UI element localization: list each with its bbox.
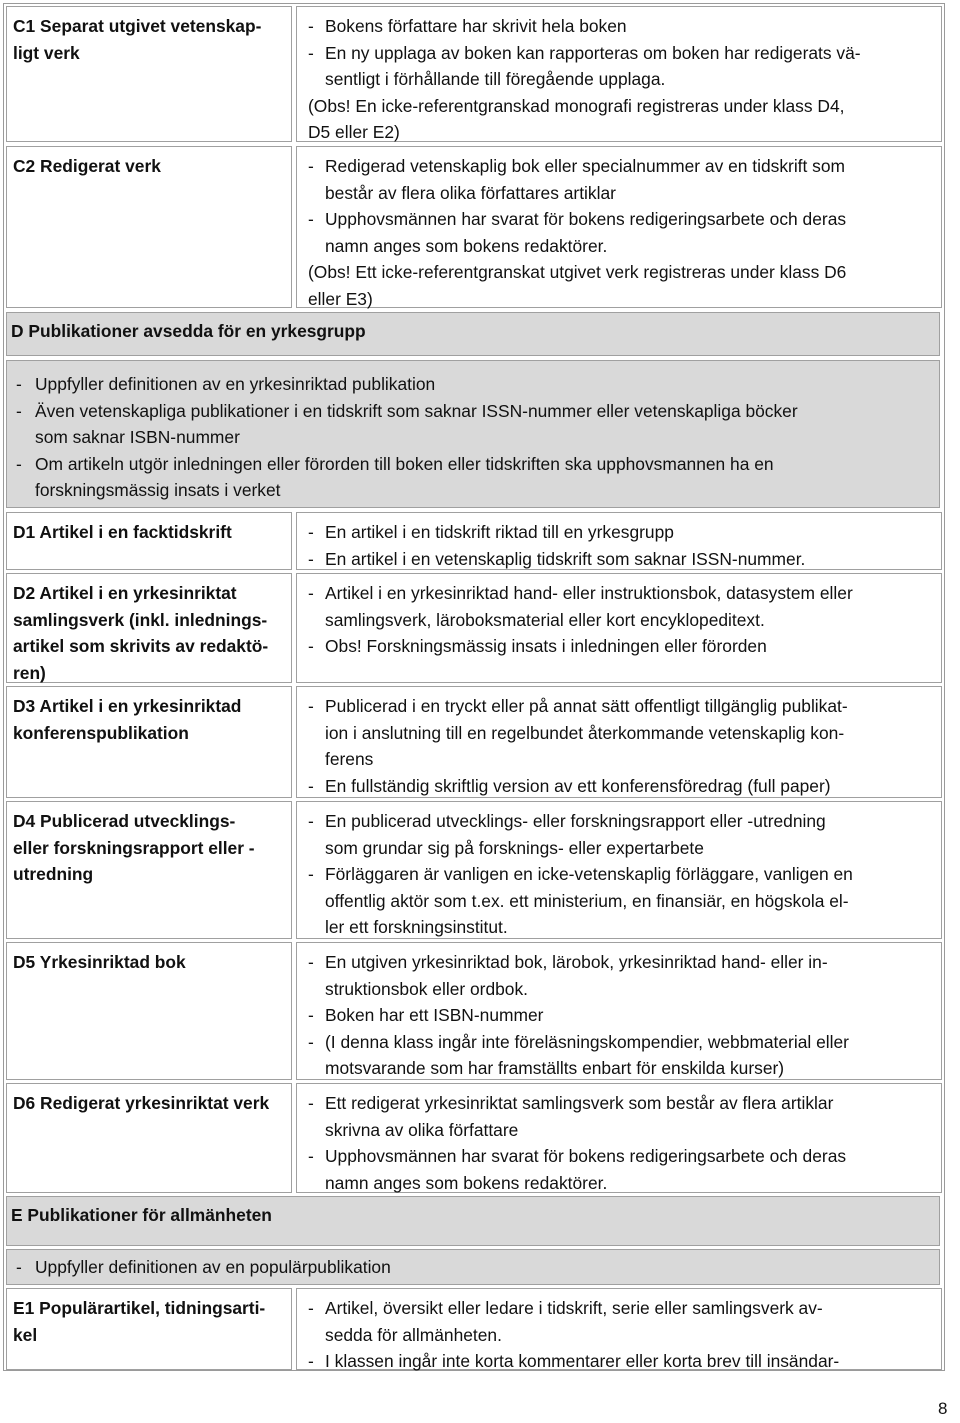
item-line: Om artikeln utgör inledningen eller förorden till boken eller tidskriften ska upphovsmannen ha en xyxy=(35,453,774,474)
list-item xyxy=(308,546,941,573)
list-item xyxy=(308,949,941,1002)
item-line: Upphovsmännen har svarat för bokens redigeringsarbete och deras xyxy=(325,1146,847,1166)
bullet-dash: - xyxy=(308,1298,314,1318)
item-line: struktionsbok eller ordbok. xyxy=(325,978,528,999)
bullet-dash: - xyxy=(308,583,314,603)
row-description xyxy=(296,1288,942,1370)
label-line: eller forskningsrapport eller - xyxy=(13,837,255,858)
note-line: D5 eller E2) xyxy=(308,122,400,142)
label-line: ren) xyxy=(13,662,46,683)
bullet-dash: - xyxy=(16,374,22,394)
row-description xyxy=(296,6,942,142)
item-line: namn anges som bokens redaktörer. xyxy=(325,1172,608,1193)
list-item xyxy=(11,1254,939,1281)
item-line: En publicerad utvecklings- eller forskningsrapport eller -utredning xyxy=(325,811,826,831)
item-line: Uppfyller definitionen av en yrkesinriktad publikation xyxy=(35,374,436,394)
item-line: En artikel i en vetenskaplig tidskrift som saknar ISSN-nummer. xyxy=(325,548,806,569)
row-description xyxy=(296,942,942,1080)
item-line: En ny upplaga av boken kan rapporteras om boken har redigerats vä- xyxy=(325,42,861,63)
list-item xyxy=(308,519,941,546)
label-line: utredning xyxy=(13,864,94,884)
row-description xyxy=(296,146,942,308)
list-item xyxy=(308,1090,941,1143)
bullet-dash: - xyxy=(308,696,314,716)
item-line: Ett redigerat yrkesinriktat samlingsverk som består av flera artiklar xyxy=(325,1093,834,1113)
bullet-dash: - xyxy=(308,811,314,831)
item-line: namn anges som bokens redaktörer. xyxy=(325,235,608,256)
row-label xyxy=(6,6,292,142)
list-item xyxy=(308,206,941,259)
row-label xyxy=(6,1288,292,1370)
row-description xyxy=(296,801,942,939)
bullet-dash: - xyxy=(308,775,314,796)
item-line: Boken har ett ISBN-nummer xyxy=(325,1005,544,1025)
label-line: kel xyxy=(13,1324,38,1345)
label-line: artikel som skrivits av redaktö- xyxy=(13,636,269,656)
item-line: I klassen ingår inte korta kommentarer eller korta brev till insändar- xyxy=(325,1351,840,1371)
row-label xyxy=(6,1083,292,1193)
item-line: Redigerad vetenskaplig bok eller specialnummer av en tidskrift som xyxy=(325,156,846,176)
label-line: D2 Artikel i en yrkesinriktat xyxy=(13,583,237,603)
label-line: samlingsverk (inkl. inlednings- xyxy=(13,609,268,630)
item-line: En fullständig skriftlig version av ett konferensföredrag (full paper) xyxy=(325,775,831,796)
bullet-dash: - xyxy=(308,1031,314,1052)
item-line: Förläggaren är vanligen en icke-vetenskaplig förläggare, vanligen en xyxy=(325,864,853,884)
note-line: (Obs! Ett icke-referentgranskat utgivet verk registreras under klass D6 xyxy=(308,262,847,282)
item-line: ion i anslutning till en regelbundet återkommande vetenskaplig kon- xyxy=(325,722,845,743)
section-criteria-d xyxy=(6,360,940,508)
bullet-dash: - xyxy=(308,209,314,229)
section-criteria-e xyxy=(6,1249,940,1285)
bullet-dash: - xyxy=(308,156,314,176)
item-line: Uppfyller definitionen av en populärpublikation xyxy=(35,1257,391,1277)
bullet-dash: - xyxy=(308,16,314,36)
bullet-dash: - xyxy=(308,42,314,63)
list-item xyxy=(308,1348,941,1375)
label-line: ligt verk xyxy=(13,42,80,63)
list-item xyxy=(308,1143,941,1196)
item-line: som grundar sig på forsknings- eller expertarbete xyxy=(325,837,704,858)
note-line: eller E3) xyxy=(308,288,373,309)
list-item xyxy=(11,398,939,451)
item-line: som saknar ISBN-nummer xyxy=(35,427,240,447)
item-line: (I denna klass ingår inte föreläsningskompendier, webbmaterial eller xyxy=(325,1031,849,1052)
item-line: består av flera olika författares artiklar xyxy=(325,182,616,203)
label-line: D3 Artikel i en yrkesinriktad xyxy=(13,696,242,716)
bullet-dash: - xyxy=(308,1351,314,1371)
item-line: Upphovsmännen har svarat för bokens redigeringsarbete och deras xyxy=(325,209,847,229)
bullet-dash: - xyxy=(308,952,314,972)
list-item xyxy=(308,580,941,633)
item-line: samlingsverk, läroboksmaterial eller kort encyklopeditext. xyxy=(325,609,765,630)
item-line: Artikel, översikt eller ledare i tidskrift, serie eller samlingsverk av- xyxy=(325,1298,823,1318)
list-item xyxy=(308,693,941,773)
list-item xyxy=(308,1002,941,1029)
list-item xyxy=(308,153,941,206)
row-label xyxy=(6,801,292,939)
row-label xyxy=(6,573,292,683)
item-line: sentligt i förhållande till föregående upplaga. xyxy=(325,69,666,89)
item-line: Publicerad i en tryckt eller på annat sätt offentligt tillgänglig publikat- xyxy=(325,696,848,716)
item-line: Bokens författare har skrivit hela boken xyxy=(325,16,627,36)
label-line: C1 Separat utgivet vetenskap- xyxy=(13,16,262,36)
list-item xyxy=(308,633,941,660)
item-line: ler ett forskningsinstitut. xyxy=(325,917,508,937)
bullet-dash: - xyxy=(308,864,314,884)
item-line: ferens xyxy=(325,749,374,769)
bullet-dash: - xyxy=(16,1257,22,1277)
bullet-dash: - xyxy=(16,400,22,421)
row-description xyxy=(296,1083,942,1193)
label-line: C2 Redigerat verk xyxy=(13,156,161,176)
label-line: konferenspublikation xyxy=(13,722,189,743)
item-line: Artikel i en yrkesinriktad hand- eller instruktionsbok, datasystem eller xyxy=(325,583,853,603)
item-line: Obs! Forskningsmässig insats i inledningen eller förorden xyxy=(325,636,767,656)
item-line: forskningsmässig insats i verket xyxy=(35,480,281,500)
item-line: En artikel i en tidskrift riktad till en yrkesgrupp xyxy=(325,522,674,542)
section-title: E Publikationer för allmänheten xyxy=(11,1205,272,1225)
row-label xyxy=(6,512,292,570)
list-item xyxy=(308,13,941,40)
list-item xyxy=(308,1029,941,1082)
row-label xyxy=(6,942,292,1080)
label-line: D1 Artikel i en facktidskrift xyxy=(13,522,232,542)
label-line: D5 Yrkesinriktad bok xyxy=(13,952,186,972)
section-header-d xyxy=(6,312,940,356)
list-item xyxy=(308,40,941,93)
list-item xyxy=(308,773,941,800)
list-item xyxy=(308,861,941,941)
item-line: motsvarande som har framställts enbart för enskilda kurser) xyxy=(325,1058,785,1078)
bullet-dash: - xyxy=(308,522,314,542)
row-label xyxy=(6,146,292,308)
page-number: 8 xyxy=(938,1399,948,1418)
label-line: D4 Publicerad utvecklings- xyxy=(13,811,236,831)
item-line: offentlig aktör som t.ex. ett ministerium, en finansiär, en högskola el- xyxy=(325,890,849,911)
bullet-dash: - xyxy=(308,1093,314,1113)
bullet-dash: - xyxy=(308,548,314,569)
item-line: sedda för allmänheten. xyxy=(325,1324,502,1345)
note-line: (Obs! En icke-referentgranskad monografi registreras under klass D4, xyxy=(308,95,845,116)
list-item xyxy=(11,451,939,504)
section-title: D Publikationer avsedda för en yrkesgrupp xyxy=(11,321,366,341)
bullet-dash: - xyxy=(308,636,314,656)
list-item xyxy=(11,371,939,398)
section-header-e xyxy=(6,1196,940,1246)
row-description xyxy=(296,573,942,683)
list-item xyxy=(308,808,941,861)
item-line: skrivna av olika författare xyxy=(325,1119,519,1140)
bullet-dash: - xyxy=(16,453,22,474)
bullet-dash: - xyxy=(308,1005,314,1025)
label-line: E1 Populärartikel, tidningsarti- xyxy=(13,1298,266,1318)
row-description xyxy=(296,512,942,570)
row-description xyxy=(296,686,942,798)
list-item xyxy=(308,1295,941,1348)
item-line: En utgiven yrkesinriktad bok, lärobok, yrkesinriktad hand- eller in- xyxy=(325,952,828,972)
row-label xyxy=(6,686,292,798)
bullet-dash: - xyxy=(308,1146,314,1166)
item-line: Även vetenskapliga publikationer i en tidskrift som saknar ISSN-nummer eller vetenskapliga böcker xyxy=(35,400,798,421)
label-line: D6 Redigerat yrkesinriktat verk xyxy=(13,1093,270,1113)
